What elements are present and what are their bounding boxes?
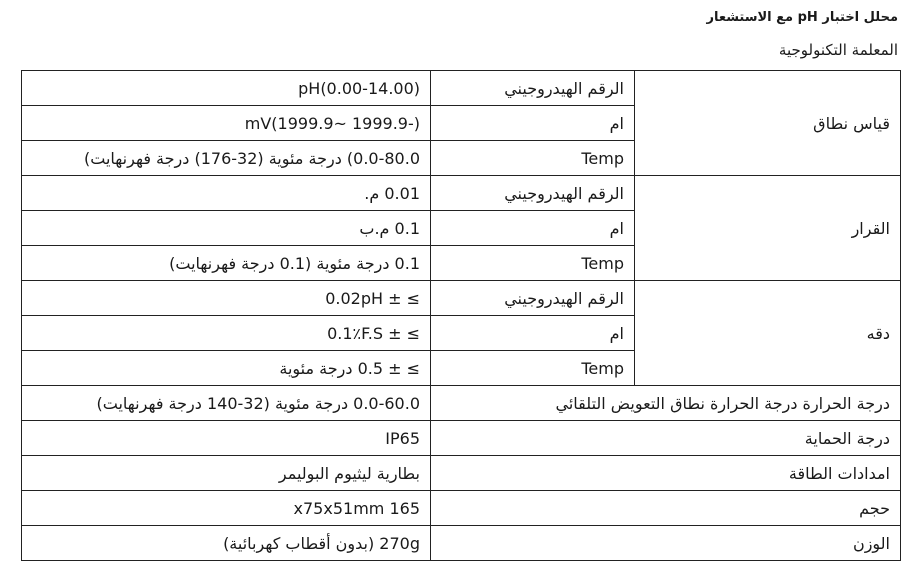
spec-param-label: حجم [431,491,901,526]
spec-sub-label: الرقم الهيدروجيني [431,281,635,316]
table-row [22,386,901,421]
spec-param-label: الوزن [431,526,901,561]
spec-sub-label: ام [431,106,635,141]
spec-value: mV(1999.9~ 1999.9-) [22,106,431,141]
spec-param-label: درجة الحرارة درجة الحرارة نطاق التعويض التلقائي [431,386,901,421]
spec-sub-label: Temp [431,246,635,281]
spec-value: 0.1 درجة مئوية (0.1 درجة فهرنهايت) [22,246,431,281]
spec-value: 0.0-80.0) درجة مئوية (32-176) درجة فهرنهايت) [22,141,431,176]
spec-param-label: قياس نطاق [635,71,901,176]
table-row [22,176,901,211]
spec-sub-label: الرقم الهيدروجيني [431,176,635,211]
spec-value: 0.0-60.0 درجة مئوية (32-140 درجة فهرنهايت) [22,386,431,421]
table-row [22,71,901,106]
spec-value: 165 x75x51mm [22,491,431,526]
spec-param-label: دقه [635,281,901,386]
spec-value: 270g (بدون أقطاب كهربائية) [22,526,431,561]
spec-value: 0.01 م. [22,176,431,211]
spec-param-label: القرار [635,176,901,281]
spec-sub-label: ام [431,316,635,351]
table-row [22,526,901,561]
spec-param-label: امدادات الطاقة [431,456,901,491]
spec-sub-label: Temp [431,351,635,386]
spec-value: ≥ ± 0.5 درجة مئوية [22,351,431,386]
table-row [22,421,901,456]
spec-table [21,70,901,561]
spec-value: pH(0.00-14.00) [22,71,431,106]
spec-sub-label: Temp [431,141,635,176]
page-title: محلل اختبار pH مع الاستشعار [706,10,898,25]
spec-value: ≥ ± 0.1٪F.S [22,316,431,351]
spec-value: ≥ ± 0.02pH [22,281,431,316]
spec-param-label: درجة الحماية [431,421,901,456]
table-row [22,491,901,526]
section-subtitle: المعلمة التكنولوجية [778,41,898,59]
spec-sub-label: الرقم الهيدروجيني [431,71,635,106]
table-row [22,456,901,491]
spec-value: 0.1 م.ب [22,211,431,246]
spec-value: بطارية ليثيوم البوليمر [22,456,431,491]
spec-value: IP65 [22,421,431,456]
table-row [22,281,901,316]
spec-sub-label: ام [431,211,635,246]
